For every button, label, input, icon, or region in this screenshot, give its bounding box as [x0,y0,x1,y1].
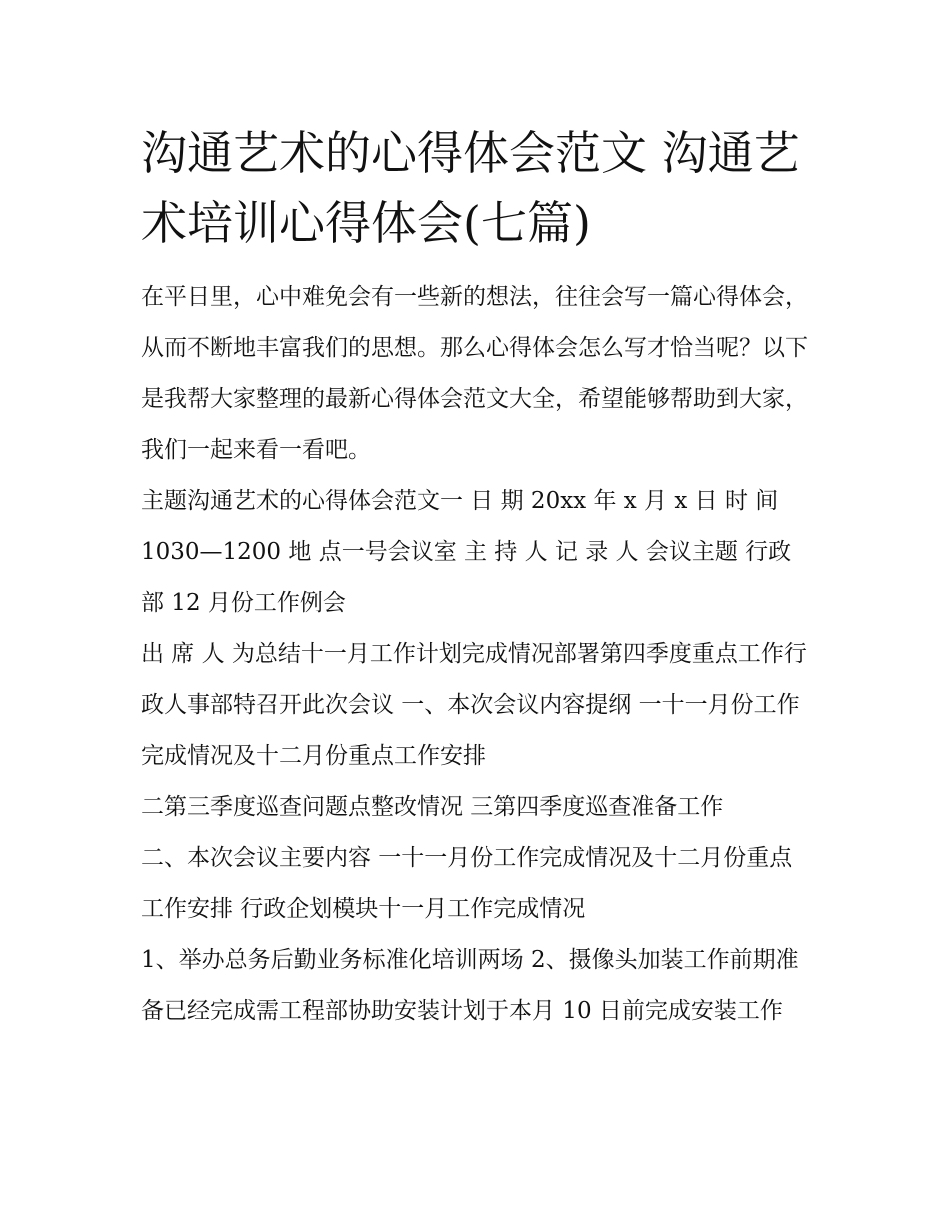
paragraph-attendees-outline: 出 席 人 为总结十一月工作计划完成情况部署第四季度重点工作行政人事部特召开此次会议 一、本次会议内容提纲 一十一月份工作完成情况及十二月份重点工作安排 [141,641,807,769]
paragraph-intro: 在平日里，心中难免会有一些新的想法，往往会写一篇心得体会，从而不断地丰富我们的思想。那么心得体会怎么写才恰当呢？以下是我帮大家整理的最新心得体会范文大全，希望能够帮助到大家，我们一起来看一看吧。 [141,284,808,463]
paragraph-outline-items: 二第三季度巡查问题点整改情况 三第四季度巡查准备工作 [141,794,724,820]
paragraph-meeting-info: 主题沟通艺术的心得体会范文一 日 期 20xx 年 x 月 x 日 时 间 1030—1200 地 点一号会议室 主 持 人 记 录 人 会议主题 行政部 12 月份工作例会 [141,488,792,616]
document-title: 沟通艺术的心得体会范文 沟通艺术培训心得体会(七篇) [141,126,800,250]
paragraph-main-content: 二、本次会议主要内容 一十一月份工作完成情况及十二月份重点工作安排 行政企划模块十一月工作完成情况 [141,845,793,922]
paragraph-work-items: 1、举办总务后勤业务标准化培训两场 2、摄像头加装工作前期准备已经完成需工程部协助安装计划于本月 10 日前完成安装工作 [141,947,799,1024]
document-body [141,118,813,1037]
